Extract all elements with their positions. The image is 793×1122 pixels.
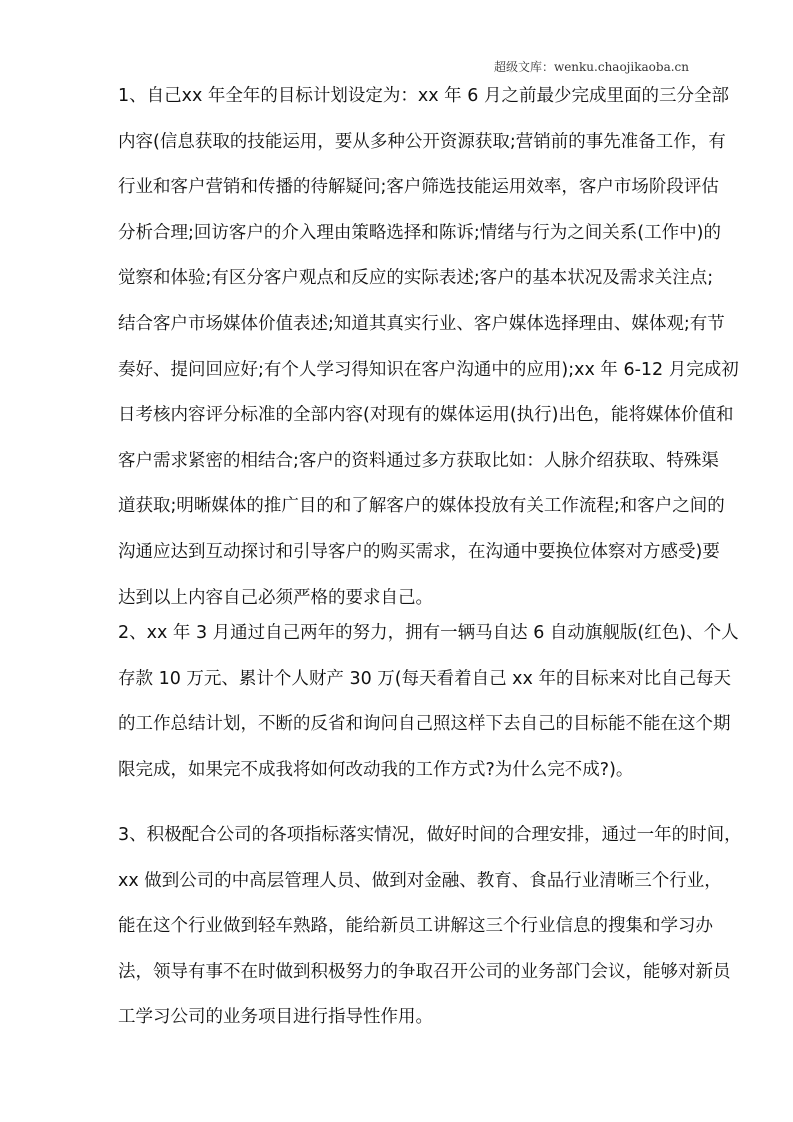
text-line: 3、积极配合公司的各项指标落实情况，做好时间的合理安排，通过一年的时间， bbox=[118, 825, 742, 845]
text-line: 道获取;明晰媒体的推广目的和了解客户的媒体投放有关工作流程;和客户之间的 bbox=[118, 496, 725, 517]
text-line: 日考核内容评分标准的全部内容(对现有的媒体运用(执行)出色，能将媒体价值和 bbox=[118, 405, 734, 426]
text-line: 存款 10 万元、累计个人财产 30 万(每天看着自己 xx 年的目标来对比自己每天 bbox=[118, 668, 731, 689]
text-line: 奏好、提问回应好;有个人学习得知识在客户沟通中的应用);xx 年 6-12 月完成初 bbox=[118, 359, 739, 380]
text-line: 限完成，如果完不成我将如何改动我的工作方式?为什么完不成?)。 bbox=[118, 759, 634, 780]
text-line: xx 做到公司的中高层管理人员、做到对金融、教育、食品行业清晰三个行业， bbox=[118, 870, 722, 891]
text-line: 行业和客户营销和传播的待解疑问;客户筛选技能运用效率，客户市场阶段评估 bbox=[118, 177, 719, 198]
text-line: 法，领导有事不在时做到积极努力的争取召开公司的业务部门会议，能够对新员 bbox=[118, 961, 731, 982]
text-line: 客户需求紧密的相结合;客户的资料通过多方获取比如：人脉介绍获取、特殊渠 bbox=[118, 450, 719, 471]
text-line: 能在这个行业做到轻车熟路，能给新员工讲解这三个行业信息的搜集和学习办 bbox=[118, 916, 713, 937]
text-line: 工学习公司的业务项目进行指导性作用。 bbox=[118, 1007, 433, 1028]
text-line: 1、自己xx 年全年的目标计划设定为：xx 年 6 月之前最少完成里面的三分全部 bbox=[118, 86, 729, 106]
paragraph-1 bbox=[118, 74, 739, 621]
text-line: 2、xx 年 3 月通过自己两年的努力，拥有一辆马自达 6 自动旗舰版(红色)、个人 bbox=[118, 623, 739, 643]
text-line: 的工作总结计划，不断的反省和询问自己照这样下去自己的目标能不能在这个期 bbox=[118, 714, 731, 735]
text-line: 觉察和体验;有区分客户观点和反应的实际表述;客户的基本状况及需求关注点; bbox=[118, 268, 714, 289]
page-header-source: 超级文库：wenku.chaojikaoba.cn bbox=[493, 60, 689, 74]
text-line: 达到以上内容自己必须严格的要求自己。 bbox=[118, 587, 433, 608]
text-line: 结合客户市场媒体价值表述;知道其真实行业、客户媒体选择理由、媒体观;有节 bbox=[118, 313, 725, 334]
paragraph-2 bbox=[118, 611, 739, 793]
paragraph-3 bbox=[118, 813, 742, 1041]
text-line: 内容(信息获取的技能运用，要从多种公开资源获取;营销前的事先准备工作，有 bbox=[118, 131, 726, 152]
text-line: 沟通应达到互动探讨和引导客户的购买需求，在沟通中要换位体察对方感受)要 bbox=[118, 541, 720, 562]
text-line: 分析合理;回访客户的介入理由策略选择和陈诉;情绪与行为之间关系(工作中)的 bbox=[118, 222, 721, 243]
